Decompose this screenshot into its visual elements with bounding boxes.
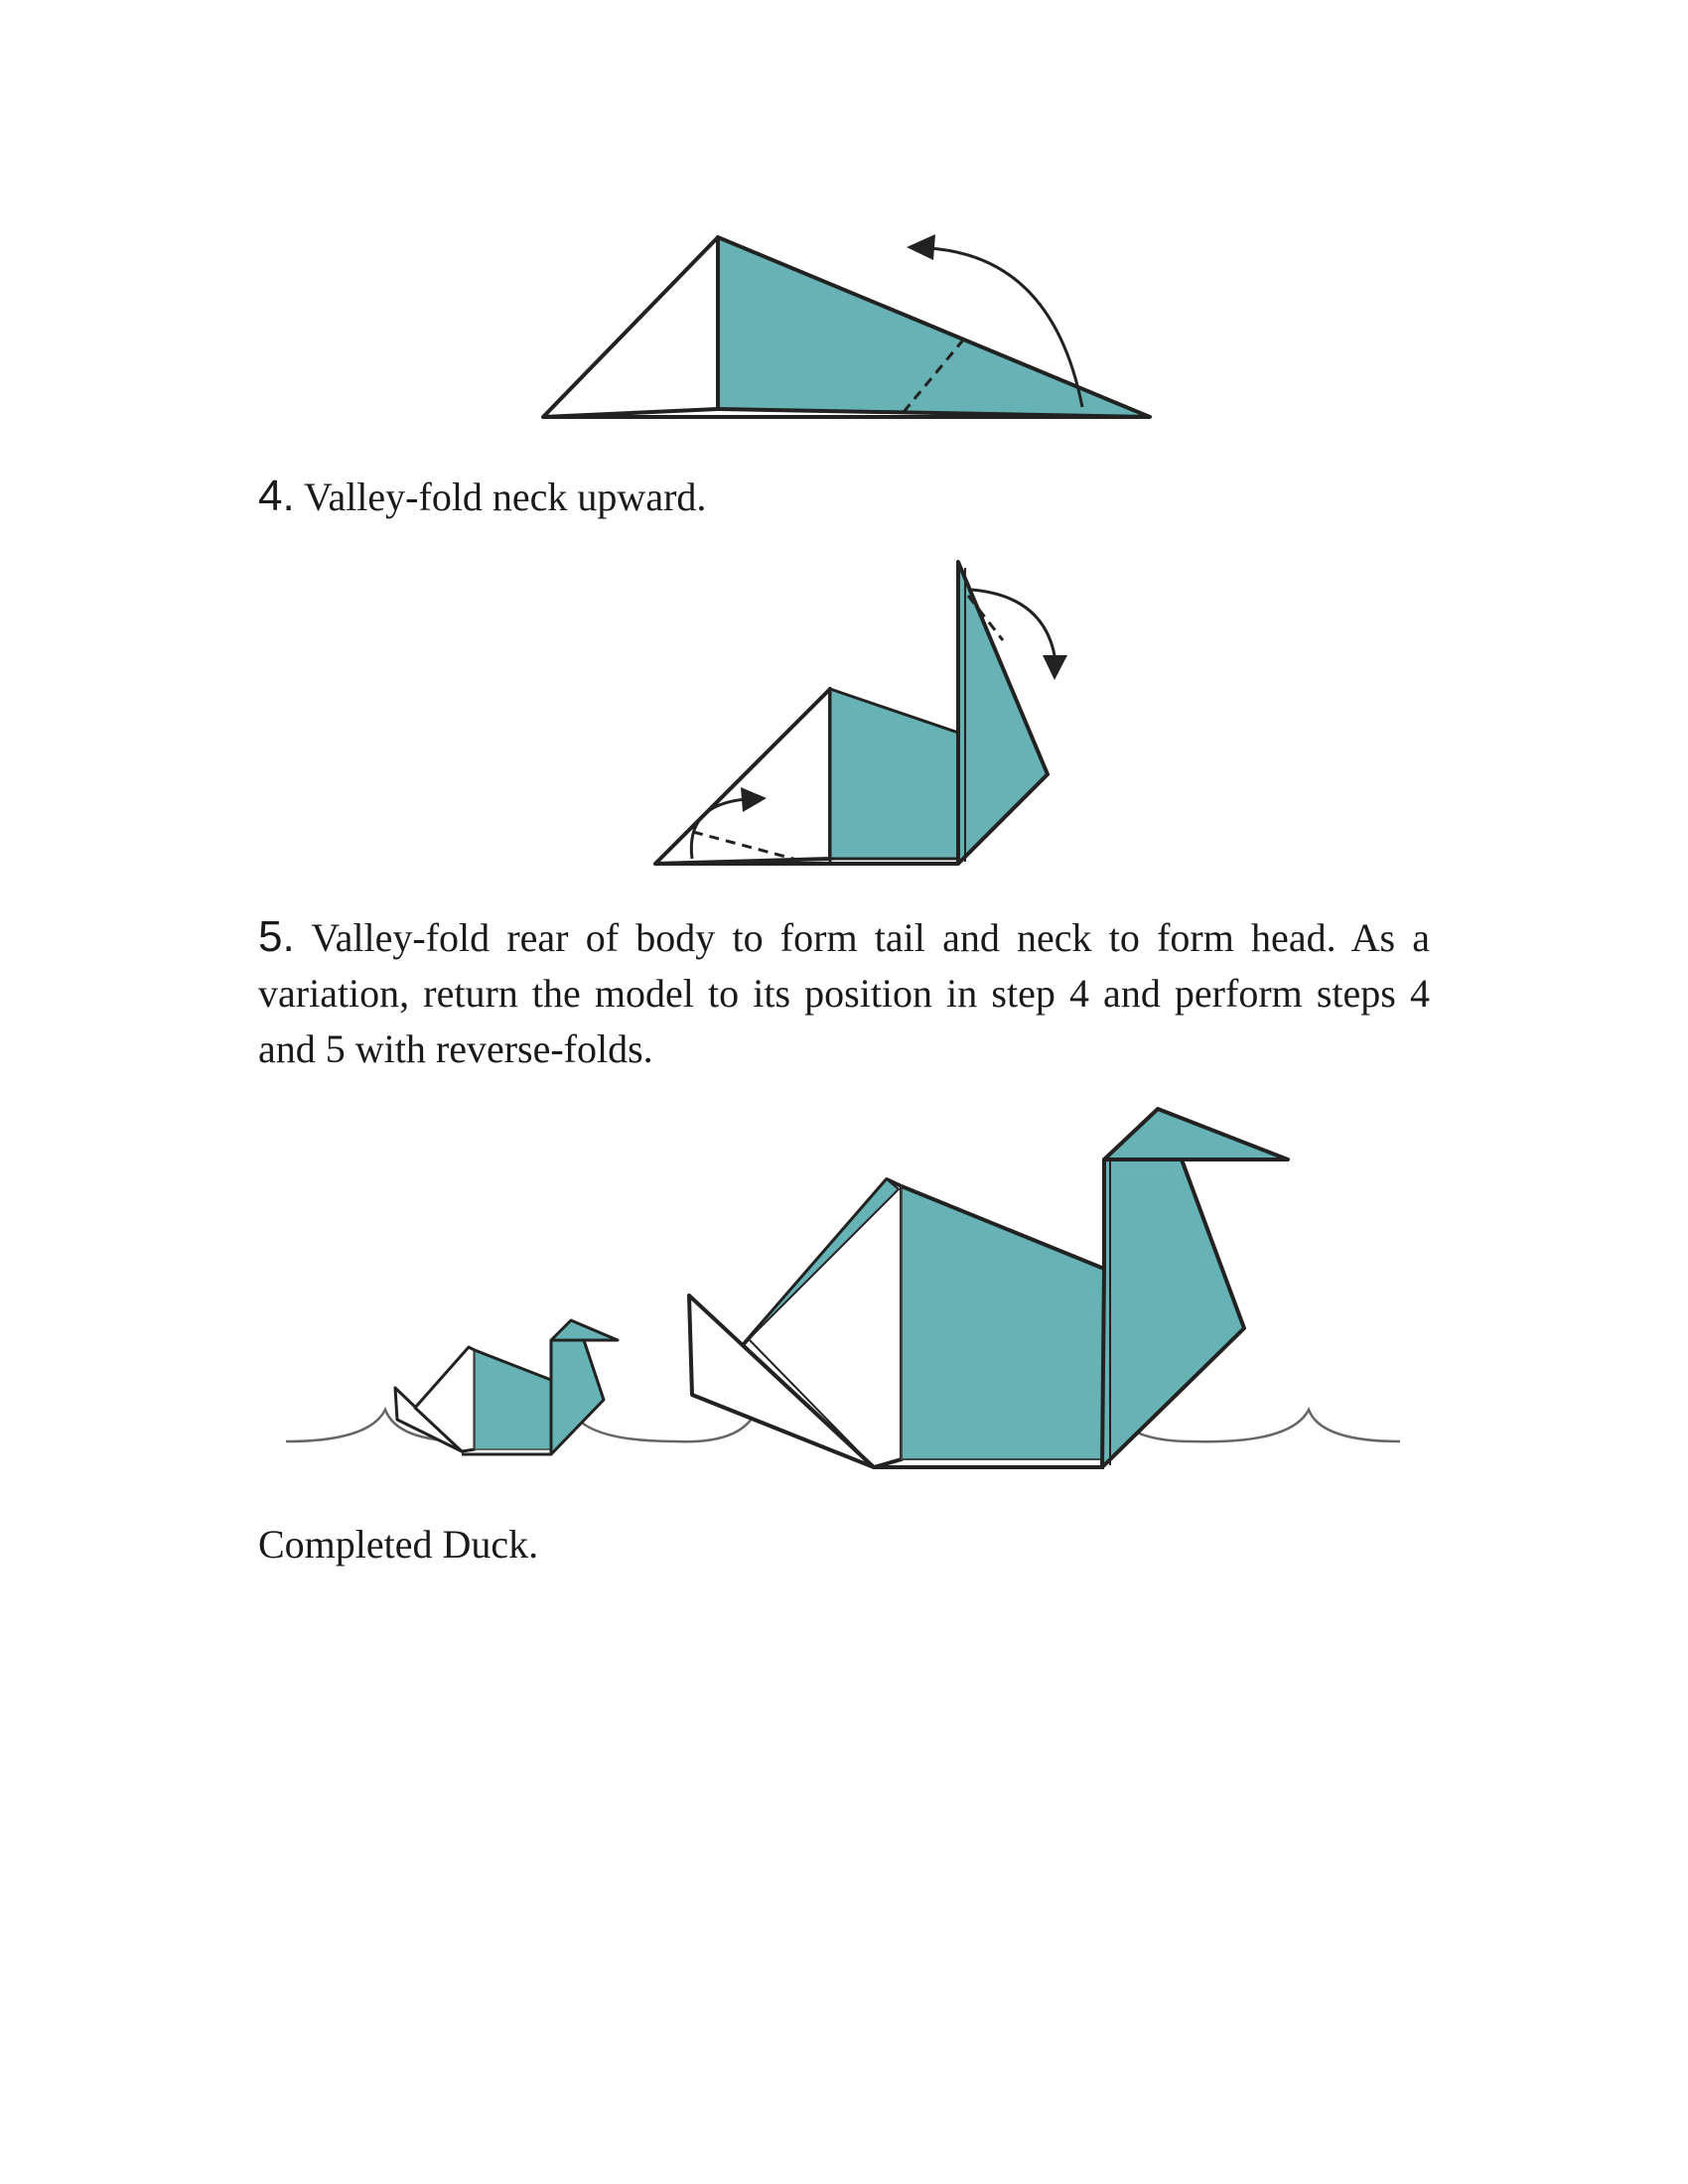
step-4-text: Valley-fold neck upward. xyxy=(303,475,707,519)
step-4-number: 4. xyxy=(258,472,295,520)
step-5-text: Valley-fold rear of body to form tail and neck to form head. As a variation, return the model to its position in step 4 and perform steps 4 and 5 with reverse-folds. xyxy=(258,915,1430,1071)
step-5-diagram xyxy=(655,562,1048,864)
step-4-triangle xyxy=(543,237,1150,417)
step-5-instruction xyxy=(258,909,1430,1077)
large-duck xyxy=(689,1109,1288,1467)
completed-caption: Completed Duck. xyxy=(258,1522,539,1567)
step-4-instruction xyxy=(258,469,1430,525)
step-5-number: 5. xyxy=(258,912,295,961)
small-duck xyxy=(395,1320,618,1454)
